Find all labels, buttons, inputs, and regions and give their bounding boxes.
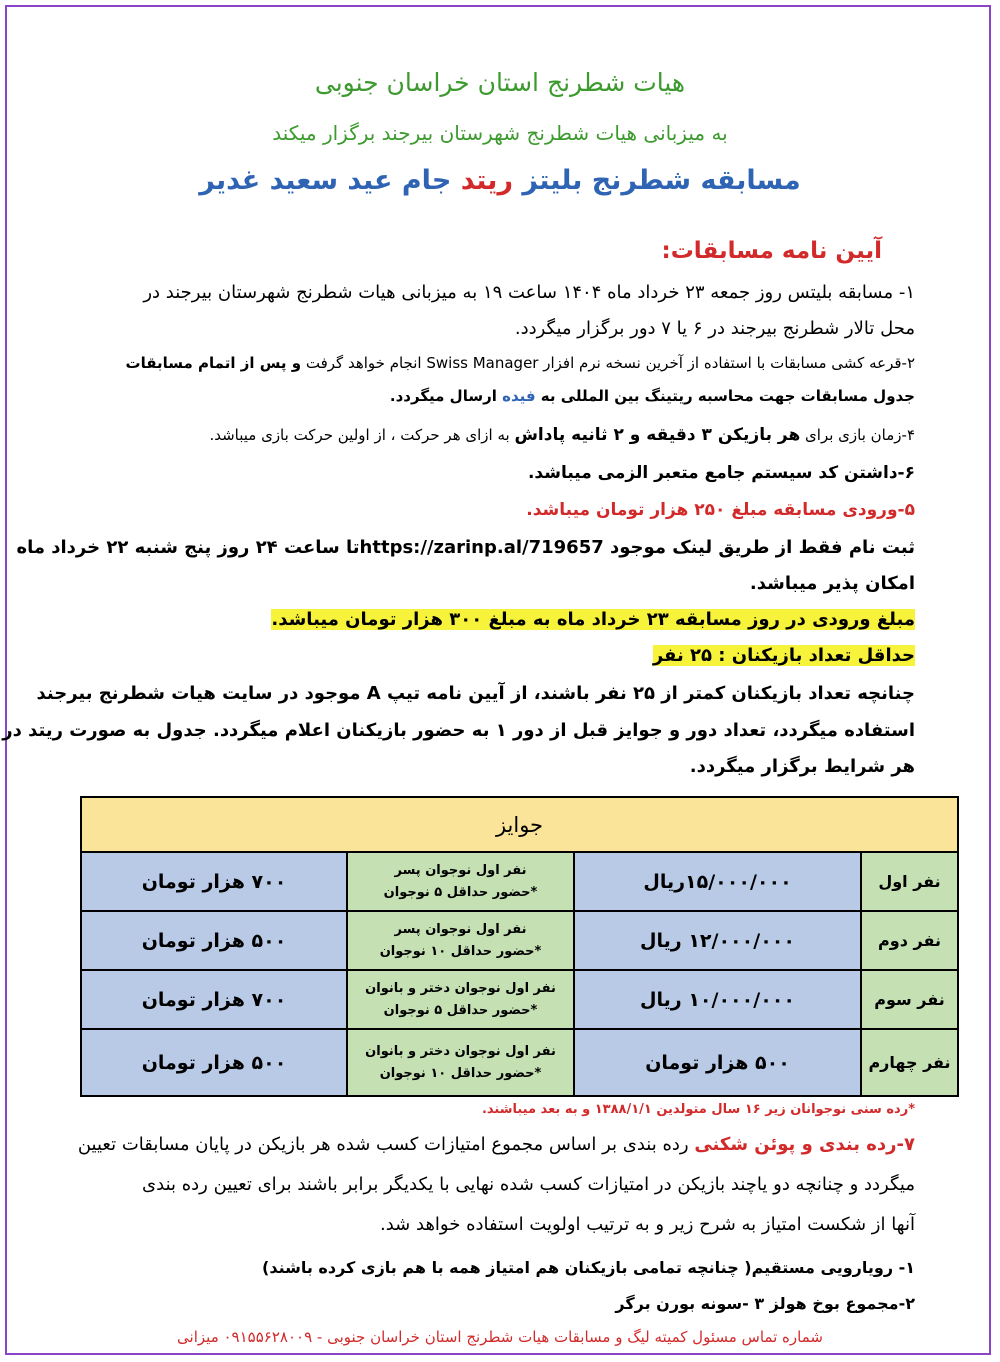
min-players-note xyxy=(653,645,915,666)
prize-amount: ۵۰۰ هزار تومان xyxy=(573,1030,860,1095)
condition-line-1: چنانچه تعداد بازیکنان کمتر از ۲۵ نفر باشند، از آیین نامه تیپ A موجود در سایت هیات شطرنج بیرجند xyxy=(36,683,915,704)
ranking-line-3: آنها از شکست امتیاز به شرح زیر و به ترتیب اولویت استفاده خواهد شد. xyxy=(380,1214,915,1235)
rule-2-line-2-end: ارسال میگردد. xyxy=(389,387,503,405)
tiebreak-1: ۱- رویارویی مستقیم( چنانچه تمامی بازیکنان هم امتیاز همه با هم بازی کرده باشند) xyxy=(262,1258,915,1277)
event-title-part3: جام عید سعید غدیر xyxy=(199,165,452,196)
page-subtitle: به میزبانی هیات شطرنج شهرستان بیرجند برگزار میکند xyxy=(272,121,728,145)
prize-rank: نفر اول xyxy=(860,853,957,912)
rule-2-line-2-text: جدول مسابقات جهت محاسبه ریتینگ بین المللی به xyxy=(535,387,915,405)
table-row xyxy=(82,971,957,1030)
age-note: *رده سنی نوجوانان زیر ۱۶ سال متولدین ۱۳۸۸/۱/۱ و به بعد میباشند. xyxy=(481,1102,915,1117)
registration-line-2: امکان پذیر میباشد. xyxy=(749,573,915,594)
prizes-heading: جوایز xyxy=(82,798,957,853)
prize-amount: ۱۰/۰۰۰/۰۰۰ ریال xyxy=(573,971,860,1030)
table-row xyxy=(82,853,957,912)
youth-category: نفر اول نوجوان دختر و بانوان xyxy=(365,980,556,996)
prize-amount: ۱۲/۰۰۰/۰۰۰ ریال xyxy=(573,912,860,971)
rule-4-text-c: به ازای هر حرکت ، از اولین حرکت بازی میباشد. xyxy=(209,426,515,444)
rule-2-bold: و پس از اتمام مسابقات xyxy=(125,354,302,372)
ranking-line-1-text: رده بندی بر اساس مجموع امتیازات کسب شده هر بازیکن در پایان مسابقات تعیین xyxy=(77,1134,695,1155)
youth-minimum: *حضور حداقل ۵ نوجوان xyxy=(383,884,538,900)
ranking-line-2: میگردد و چنانچه دو یاچند بازیکن در امتیازات کسب شده نهایی با یکدیگر برابر باشند برای تعیین رده بندی xyxy=(142,1174,915,1195)
youth-minimum: *حضور حداقل ۱۰ نوجوان xyxy=(379,943,542,959)
rule-1-line-2: محل تالار شطرنج بیرجند در ۶ یا ۷ دور برگزار میگردد. xyxy=(514,318,915,339)
condition-line-2: استفاده میگردد، تعداد دور و جوایز قبل از دور ۱ به حضور بازیکنان اعلام میگردد. جدول به صورت ریتد در xyxy=(2,720,915,741)
youth-category: نفر اول نوجوان پسر xyxy=(394,862,527,878)
prizes-table xyxy=(80,796,959,1097)
prize-rank: نفر دوم xyxy=(860,912,957,971)
event-title-part1: مسابقه شطرنج بلیتز xyxy=(522,165,801,196)
rule-2-line-1 xyxy=(126,354,916,372)
rule-1-line-1: ۱- مسابقه بلیتس روز جمعه ۲۳ خرداد ماه ۱۴۰۴ ساعت ۱۹ به میزبانی هیات شطرنج شهرستان بیرجند در xyxy=(143,282,915,303)
tiebreak-2: ۲-مجموع بوخ هولز ۳ -سونه بورن برگر xyxy=(615,1294,915,1313)
fee-day-note xyxy=(271,609,915,630)
footer-contact: شماره تماس مسئول کمیته لیگ و مسابقات هیات شطرنج استان خراسان جنوبی - ۰۹۱۵۵۶۲۸۰۰۹ میزانی xyxy=(177,1328,823,1346)
event-title xyxy=(0,165,1000,196)
fide-link[interactable]: فیده xyxy=(502,387,536,405)
youth-minimum: *حضور حداقل ۱۰ نوجوان xyxy=(379,1065,542,1081)
rules-heading: آیین نامه مسابقات: xyxy=(661,238,882,264)
min-players-text: حداقل تعداد بازیکنان : ۲۵ نفر xyxy=(652,645,915,666)
youth-condition xyxy=(346,853,573,912)
youth-prize-amount: ۷۰۰ هزار تومان xyxy=(82,853,346,912)
prize-rank: نفر چهارم xyxy=(860,1030,957,1095)
rule-4 xyxy=(209,425,915,445)
youth-condition xyxy=(346,1030,573,1095)
youth-minimum: *حضور حداقل ۵ نوجوان xyxy=(383,1002,538,1018)
table-row xyxy=(82,912,957,971)
rule-6: ۶-داشتن کد سیستم جامع متعبر الزمی میباشد. xyxy=(527,463,915,483)
youth-prize-amount: ۵۰۰ هزار تومان xyxy=(82,912,346,971)
fee-day-text: مبلغ ورودی در روز مسابقه ۲۳ خرداد ماه به مبلغ ۳۰۰ هزار تومان میباشد. xyxy=(271,609,915,630)
event-title-rated: ریتد xyxy=(460,165,513,196)
table-row xyxy=(82,1030,957,1095)
rule-2-line-2 xyxy=(390,387,915,405)
prize-amount: ۱۵/۰۰۰/۰۰۰ریال xyxy=(573,853,860,912)
page-title: هیات شطرنج استان خراسان جنوبی xyxy=(314,68,686,97)
youth-prize-amount: ۵۰۰ هزار تومان xyxy=(82,1030,346,1095)
youth-prize-amount: ۷۰۰ هزار تومان xyxy=(82,971,346,1030)
youth-condition xyxy=(346,971,573,1030)
rule-5: ۵-ورودی مسابقه مبلغ ۲۵۰ هزار تومان میباشد. xyxy=(526,500,915,520)
condition-line-3: هر شرایط برگزار میگردد. xyxy=(689,756,915,777)
prize-rank: نفر سوم xyxy=(860,971,957,1030)
youth-category: نفر اول نوجوان دختر و بانوان xyxy=(365,1043,556,1059)
youth-category: نفر اول نوجوان پسر xyxy=(394,921,527,937)
youth-condition xyxy=(346,912,573,971)
rule-4-text-a: ۴-زمان بازی برای xyxy=(800,426,915,444)
ranking-title: ۷-رده بندی و پوئن شکنی xyxy=(694,1134,915,1155)
rule-4-bold: هر بازیکن ۳ دقیقه و ۲ ثانیه پاداش xyxy=(514,425,801,445)
rule-2-text: ۲-قرعه کشی مسابقات با استفاده از آخرین نسخه نرم افزار Swiss Manager انجام خواهد گرفت xyxy=(301,354,915,372)
registration-line-1: ثبت نام فقط از طریق لینک موجود https://zarinp.al/719657تا ساعت ۲۴ روز پنج شنبه ۲۲ خرداد ماه xyxy=(16,537,915,558)
ranking-line-1 xyxy=(78,1134,915,1155)
